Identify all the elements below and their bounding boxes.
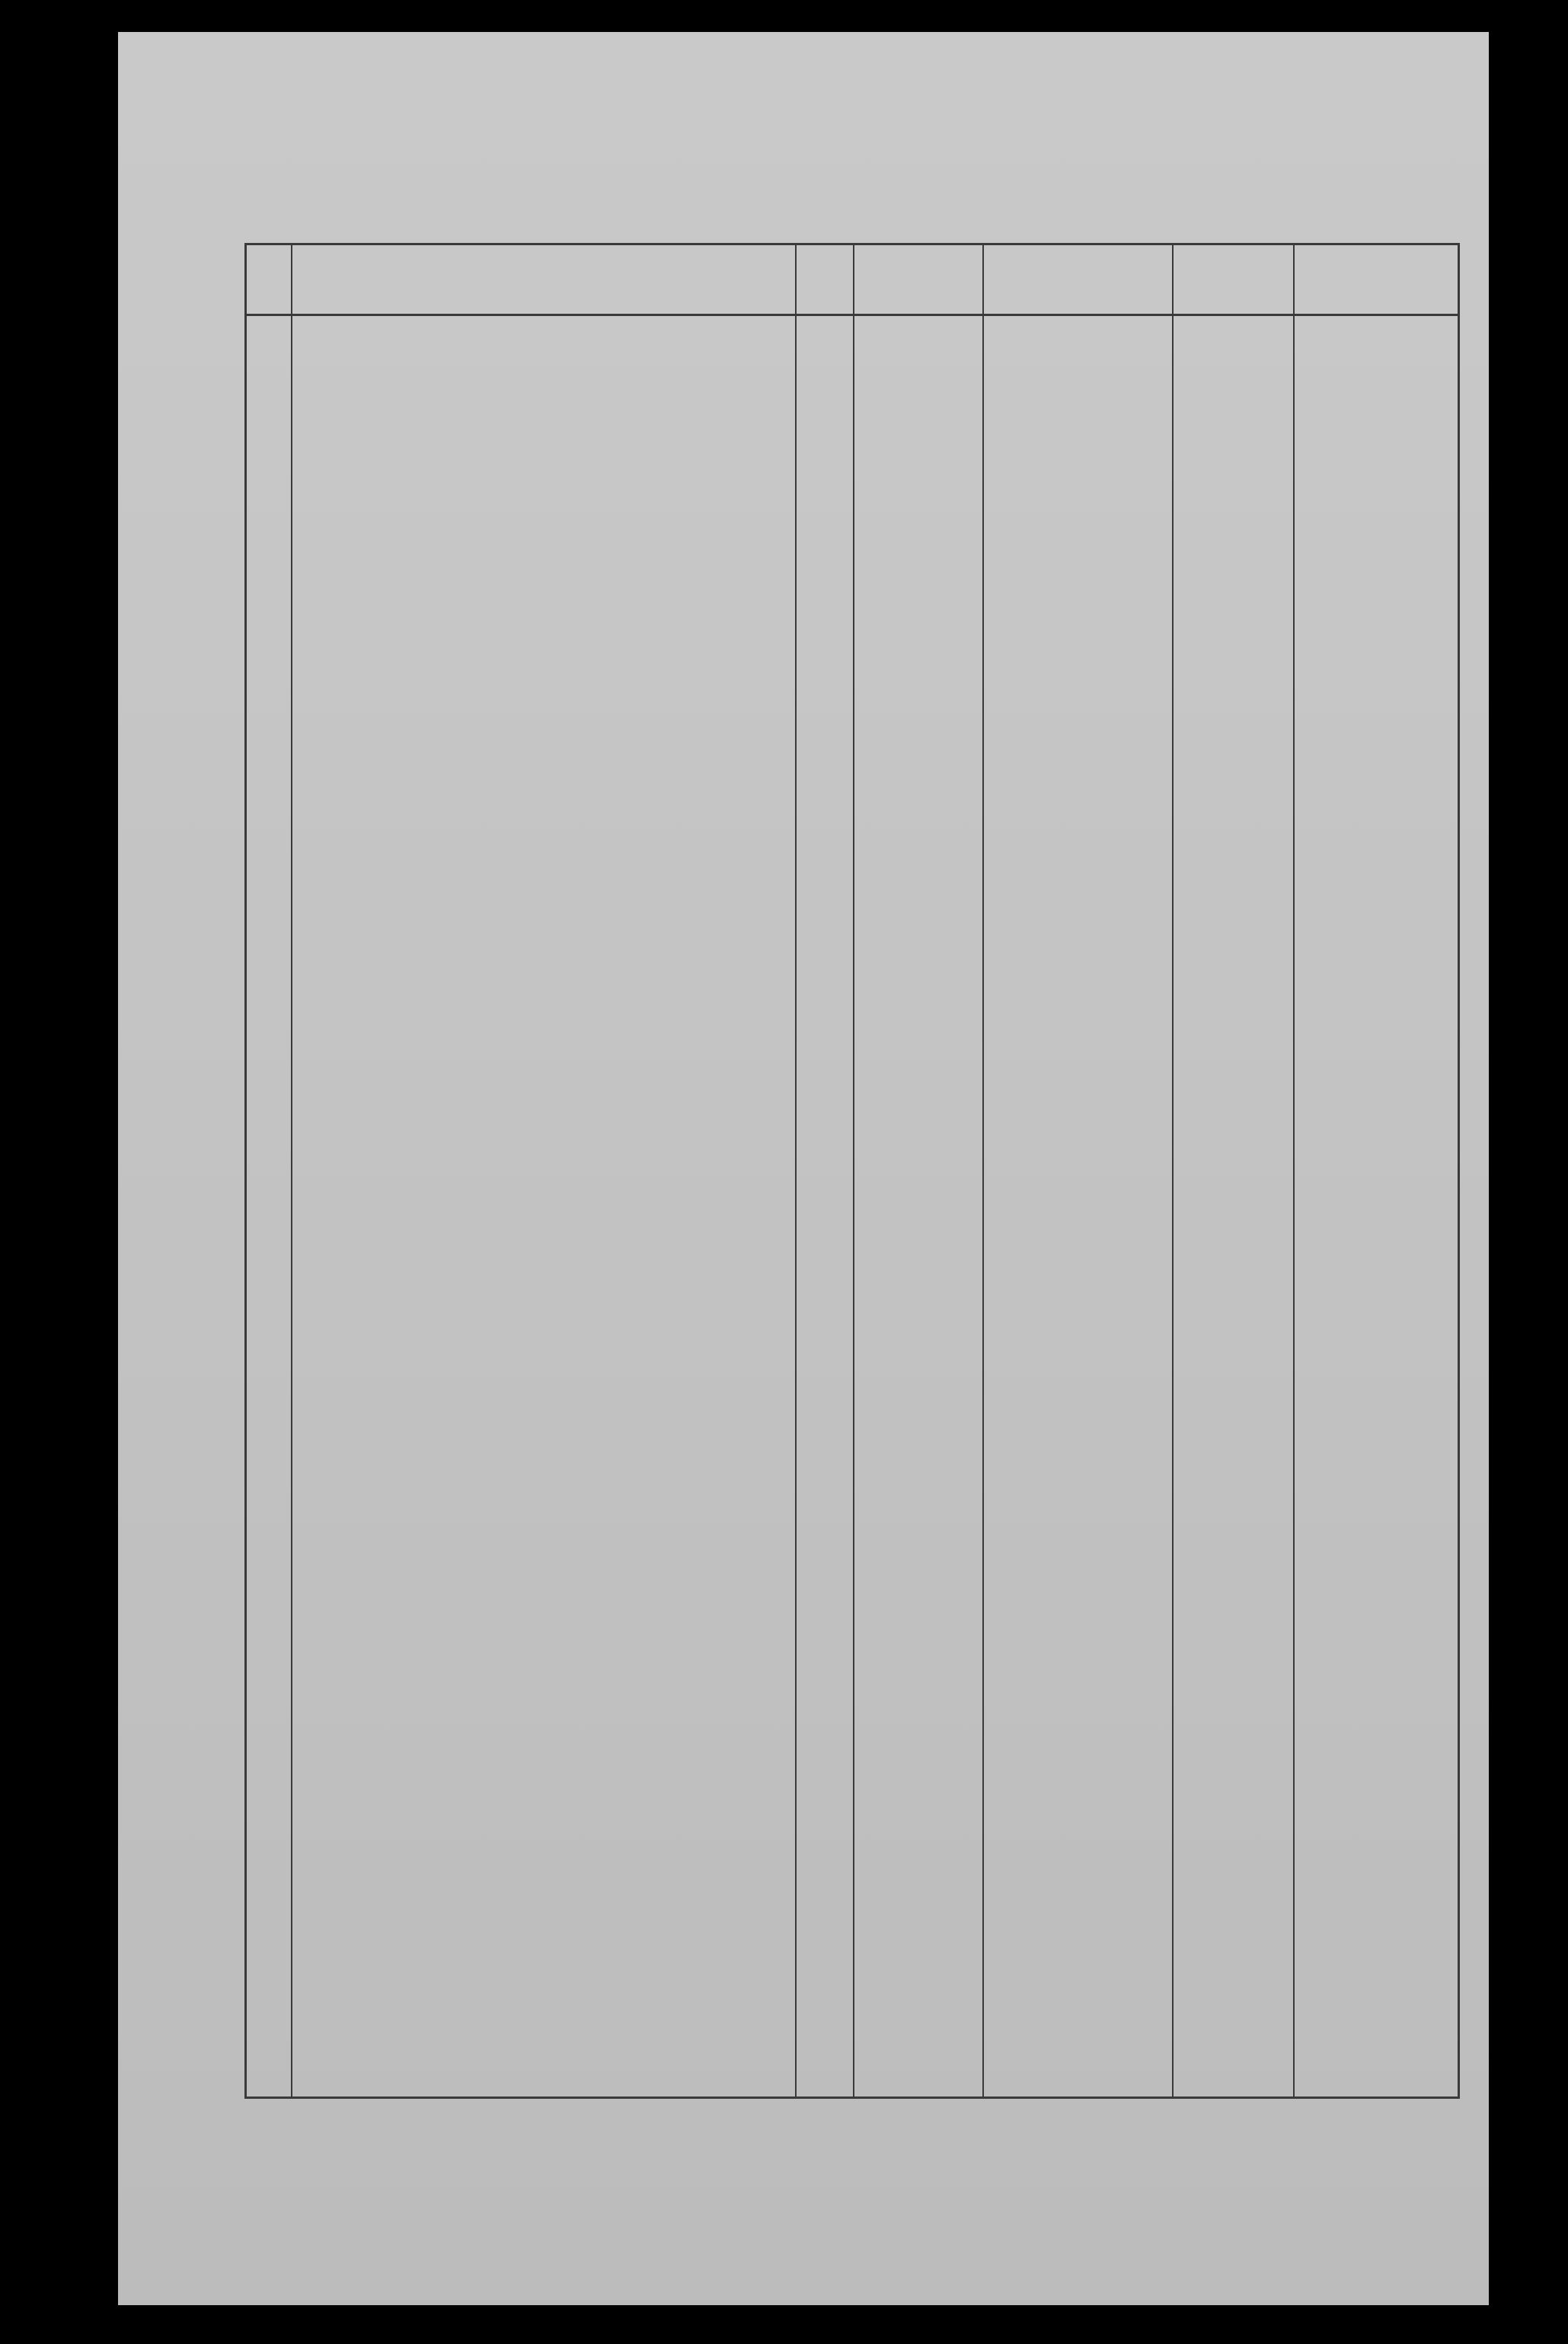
agency-header bbox=[118, 70, 453, 75]
passenger-table bbox=[244, 243, 1460, 2099]
manifest-page bbox=[118, 32, 1489, 2305]
